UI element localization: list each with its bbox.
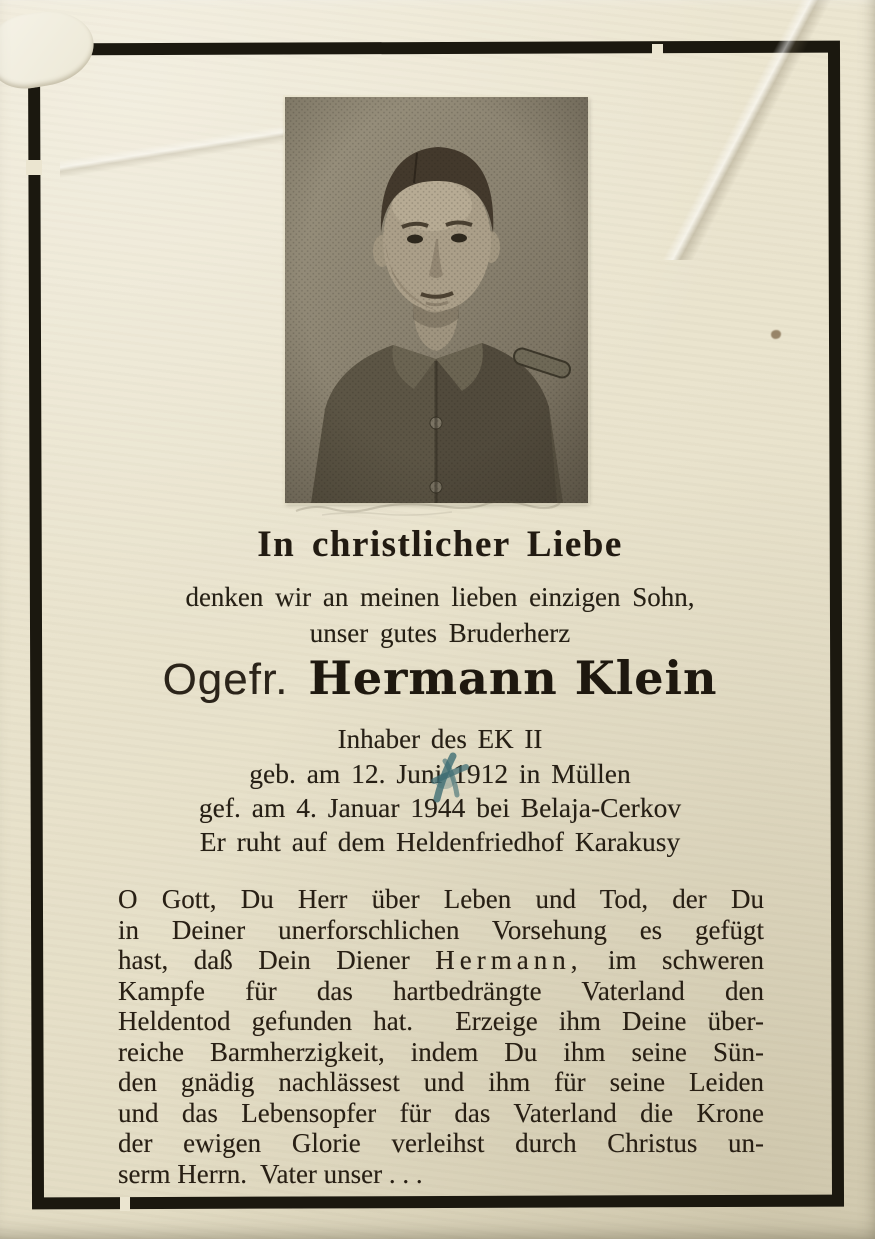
soldier-portrait-photo: [285, 97, 588, 503]
dedication-line-1: denken wir an meinen lieben einzigen Sohn,: [185, 582, 695, 612]
rank-label: Ogefr.: [162, 655, 289, 704]
prayer-line: in Deiner unerforschlichen Vorsehung es gefügt: [118, 914, 764, 945]
burial-line: Er ruht auf dem Heldenfriedhof Karakusy: [199, 826, 681, 857]
prayer-line: den gnädig nachlässest und ihm für seine Leiden: [118, 1067, 764, 1097]
frame-wear-gap: [120, 1197, 130, 1211]
soldier-portrait-illustration: [285, 97, 588, 503]
birth-line: geb. am 12. Juni 1912 in Müllen: [249, 758, 631, 789]
prayer-line: Heldentod gefunden hat. Erzeige ihm Deine über-: [118, 1006, 764, 1036]
prayer-line: [118, 945, 764, 976]
ink-scribble-over-year-icon: [425, 752, 471, 804]
card-heading: In christlicher Liebe: [257, 524, 623, 565]
prayer-paragraph: [118, 884, 764, 1189]
death-line: gef. am 4. Januar 1944 bei Belaja-Cerkov: [198, 792, 682, 823]
frame-wear-gap: [26, 160, 42, 175]
award-line: Inhaber des EK II: [337, 724, 543, 754]
paper-crease: [600, 0, 875, 260]
pencil-smudge: [292, 497, 582, 519]
prayer-line: und das Lebensopfer für das Vaterland die Krone: [118, 1097, 764, 1128]
foxing-spot: [771, 330, 781, 339]
prayer-line-part: im schweren: [608, 945, 764, 975]
dedication-line-2: unser gutes Bruderherz: [309, 618, 571, 648]
prayer-line: O Gott, Du Herr über Leben und Tod, der Du: [118, 884, 764, 914]
name-row: [45, 651, 835, 705]
prayer-line: der ewigen Glorie verleihst durch Christus un-: [118, 1128, 764, 1158]
worn-corner-top-left: [0, 4, 99, 93]
prayer-line: serm Herrn. Vater unser . . .: [118, 1158, 423, 1189]
emphasized-name: Hermann,: [435, 945, 583, 975]
deceased-name: Hermann Klein: [308, 651, 718, 705]
frame-wear-gap: [652, 44, 663, 58]
prayer-line: Kampfe für das hartbedrängte Vaterland den: [118, 975, 764, 1006]
prayer-line-part: hast, daß Dein Diener: [118, 945, 410, 975]
prayer-line: reiche Barmherzigkeit, indem Du ihm seine Sün-: [118, 1036, 764, 1067]
